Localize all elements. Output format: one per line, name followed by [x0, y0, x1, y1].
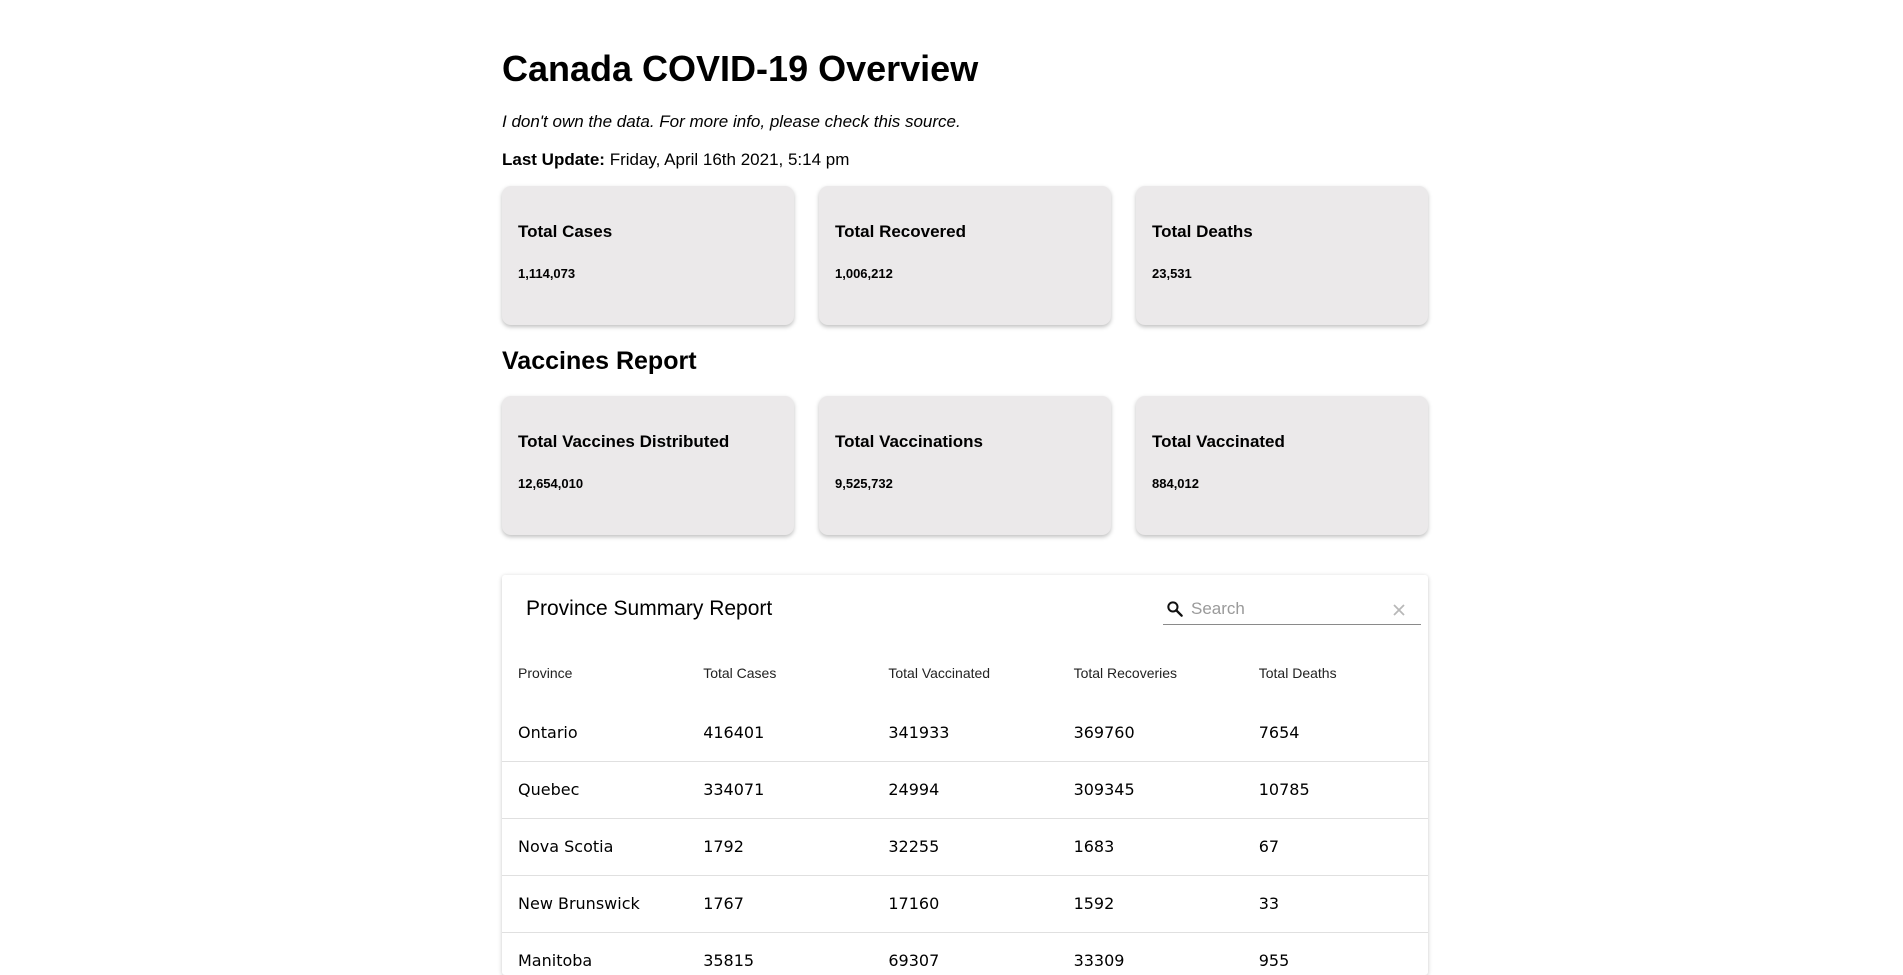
table-header-row	[502, 641, 1428, 704]
card-value: 1,114,073	[518, 266, 576, 281]
cell-total-deaths: 67	[1243, 818, 1428, 875]
card-total-cases	[502, 186, 794, 325]
vaccine-cards	[502, 396, 1428, 535]
card-vaccines-distributed	[502, 396, 794, 535]
search-input[interactable]	[1191, 597, 1387, 621]
card-total-deaths	[1136, 186, 1428, 325]
last-update	[502, 150, 849, 170]
search-field	[1163, 595, 1421, 625]
province-summary-table	[502, 575, 1428, 975]
card-value: 9,525,732	[835, 476, 893, 491]
card-value: 23,531	[1152, 266, 1192, 281]
cell-total-vaccinated: 17160	[872, 875, 1057, 932]
data-disclaimer	[502, 112, 961, 132]
cell-province: Quebec	[502, 761, 687, 818]
last-update-label: Last Update:	[502, 150, 605, 169]
province-table	[502, 641, 1428, 975]
cell-total-deaths: 7654	[1243, 704, 1428, 761]
column-header-total-cases[interactable]: Total Cases	[703, 664, 777, 681]
card-total-vaccinations	[819, 396, 1111, 535]
table-row	[502, 818, 1428, 875]
card-title: Total Vaccines Distributed	[518, 432, 730, 451]
last-update-value: Friday, April 16th 2021, 5:14 pm	[604, 150, 850, 169]
cell-province: Manitoba	[518, 951, 593, 971]
source-link[interactable]: this source	[873, 112, 956, 131]
vaccines-heading: Vaccines Report	[502, 347, 697, 375]
table-toolbar	[502, 575, 1428, 641]
cell-total-vaccinated: 32255	[872, 818, 1057, 875]
cell-total-cases: 1792	[687, 818, 872, 875]
column-header-total-recoveries[interactable]: Total Recoveries	[1073, 664, 1178, 681]
summary-cards	[502, 186, 1428, 325]
cell-total-vaccinated: 69307	[888, 951, 940, 971]
cell-total-vaccinated: 341933	[872, 704, 1057, 761]
column-header-province[interactable]: Province	[518, 664, 573, 681]
page-title: Canada COVID-19 Overview	[502, 48, 979, 89]
card-value: 1,006,212	[835, 266, 893, 281]
cell-total-recoveries: 1683	[1058, 818, 1243, 875]
column-header-total-deaths[interactable]: Total Deaths	[1258, 664, 1337, 681]
table-row	[502, 704, 1428, 761]
close-icon[interactable]	[1391, 602, 1407, 618]
cell-total-vaccinated: 24994	[872, 761, 1057, 818]
card-title: Total Vaccinations	[835, 432, 984, 451]
cell-total-cases: 1767	[687, 875, 872, 932]
card-title: Total Cases	[518, 222, 613, 241]
cell-total-recoveries: 309345	[1058, 761, 1243, 818]
search-icon	[1165, 599, 1185, 619]
cell-total-cases: 416401	[687, 704, 872, 761]
card-title: Total Deaths	[1152, 222, 1253, 241]
card-title: Total Recovered	[835, 222, 967, 241]
card-value: 884,012	[1152, 476, 1199, 491]
table-row	[502, 875, 1428, 932]
cell-total-deaths: 33	[1243, 875, 1428, 932]
cell-total-cases: 35815	[703, 951, 755, 971]
column-header-total-vaccinated[interactable]: Total Vaccinated	[888, 664, 991, 681]
cell-total-deaths: 10785	[1243, 761, 1428, 818]
card-title: Total Vaccinated	[1152, 432, 1285, 451]
cell-province: New Brunswick	[502, 875, 687, 932]
disclaimer-text: I don't own the data. For more info, please check	[502, 112, 874, 131]
cell-total-recoveries: 1592	[1058, 875, 1243, 932]
card-total-vaccinated	[1136, 396, 1428, 535]
card-value: 12,654,010	[518, 476, 584, 491]
cell-total-deaths: 955	[1258, 951, 1290, 971]
cell-total-recoveries: 33309	[1073, 951, 1125, 971]
cell-total-recoveries: 369760	[1058, 704, 1243, 761]
table-row	[502, 932, 1428, 975]
table-title: Province Summary Report	[526, 597, 773, 620]
cell-province: Ontario	[502, 704, 687, 761]
cell-province: Nova Scotia	[502, 818, 687, 875]
card-total-recovered	[819, 186, 1111, 325]
cell-total-cases: 334071	[687, 761, 872, 818]
table-row	[502, 761, 1428, 818]
disclaimer-period: .	[956, 112, 961, 131]
